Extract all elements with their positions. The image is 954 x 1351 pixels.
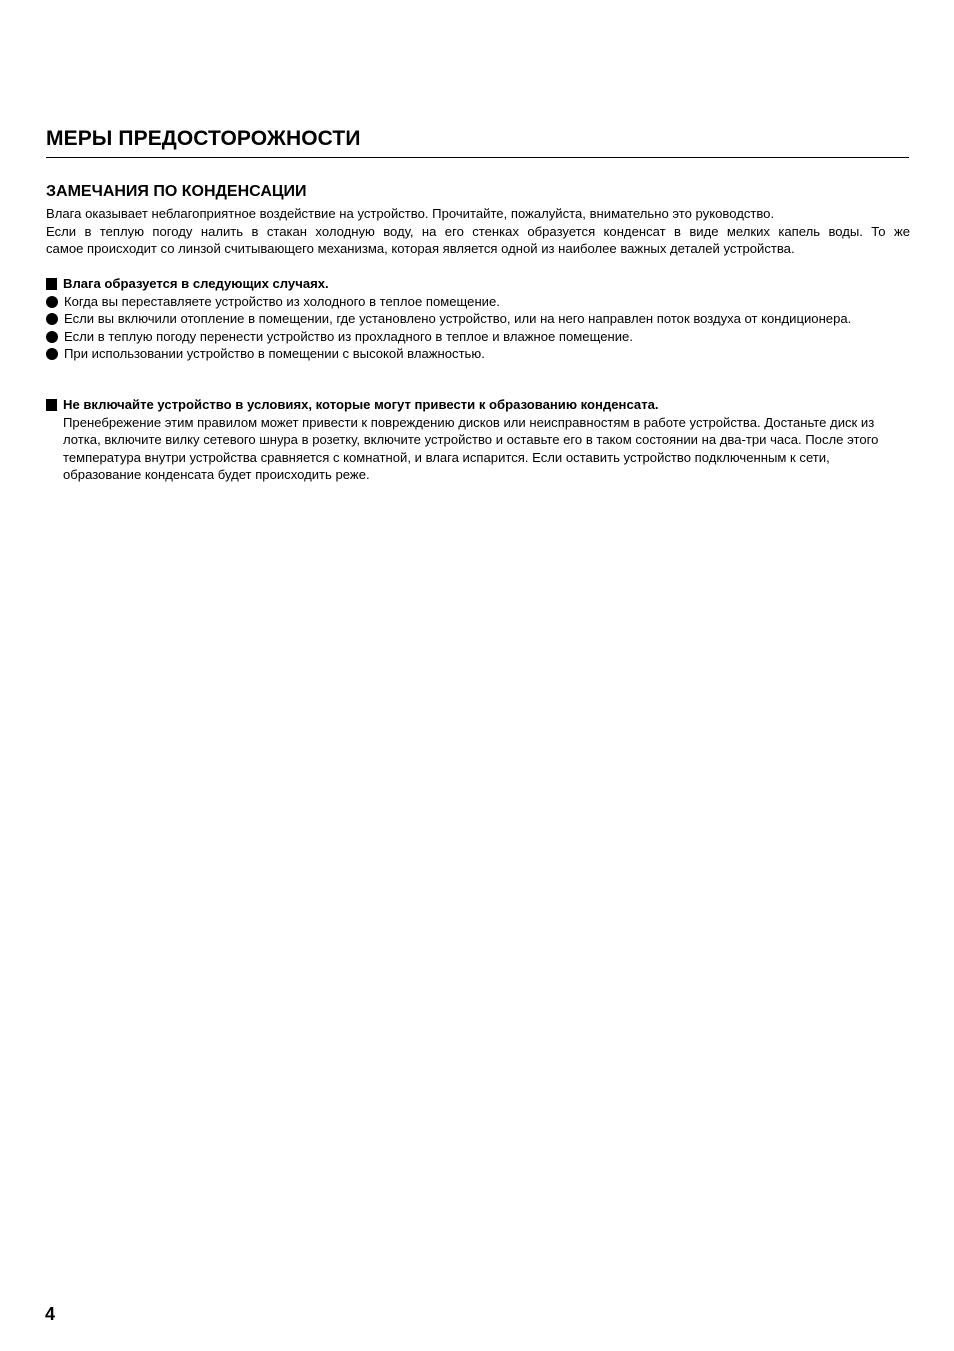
causes-heading xyxy=(46,275,910,293)
causes-list xyxy=(46,293,910,363)
list-item xyxy=(46,328,910,346)
round-bullet-icon xyxy=(46,313,58,325)
round-bullet-icon xyxy=(46,348,58,360)
page-number: 4 xyxy=(45,1304,56,1324)
warning-text: Пренебрежение этим правилом может привести к повреждению дисков или неисправностям в работе устройства. Достаньте диск из лотка, включите вилку сетевого шнура в розетку, включите устройство и оставьте его в таком состоянии на два-три часа. После этого температура внутри устройства сравняется с комнатной, и влага испарится. Если оставить устройство подключенным к сети, образование конденсата будет происходить реже. xyxy=(63,414,879,482)
list-item xyxy=(46,310,910,328)
list-item-text: При использовании устройство в помещении с высокой влажностью. xyxy=(64,346,485,361)
square-bullet-icon xyxy=(46,399,57,411)
list-item xyxy=(46,345,910,363)
causes-heading-text: Влага образуется в следующих случаях. xyxy=(63,276,329,291)
square-bullet-icon xyxy=(46,278,57,290)
round-bullet-icon xyxy=(46,331,58,343)
warning-heading xyxy=(46,396,910,414)
intro-line: Если в теплую погоду налить в стакан холодную воду, на его стенках образуется конденсат в виде мелких капель воды. То же xyxy=(46,223,910,239)
warning-block xyxy=(46,396,910,484)
intro-line: самое происходит со линзой считывающего механизма, которая является одной из наиболее важных деталей устройства. xyxy=(46,241,795,256)
list-item xyxy=(46,293,910,311)
list-item-text: Если вы включили отопление в помещении, где установлено устройство, или на него направлен поток воздуха от кондиционера. xyxy=(64,311,852,326)
page-title: МЕРЫ ПРЕДОСТОРОЖНОСТИ xyxy=(46,127,361,150)
intro-paragraph xyxy=(46,205,910,258)
round-bullet-icon xyxy=(46,296,58,308)
warning-heading-text: Не включайте устройство в условиях, которые могут привести к образованию конденсата. xyxy=(63,397,659,412)
causes-block xyxy=(46,275,910,363)
title-divider xyxy=(46,157,909,158)
intro-line: Влага оказывает неблагоприятное воздействие на устройство. Прочитайте, пожалуйста, внимательно это руководство. xyxy=(46,206,775,221)
section-title: ЗАМЕЧАНИЯ ПО КОНДЕНСАЦИИ xyxy=(46,183,307,200)
list-item-text: Когда вы переставляете устройство из холодного в теплое помещение. xyxy=(64,293,500,309)
list-item-text: Если в теплую погоду перенести устройство из прохладного в теплое и влажное помещение. xyxy=(64,328,633,344)
